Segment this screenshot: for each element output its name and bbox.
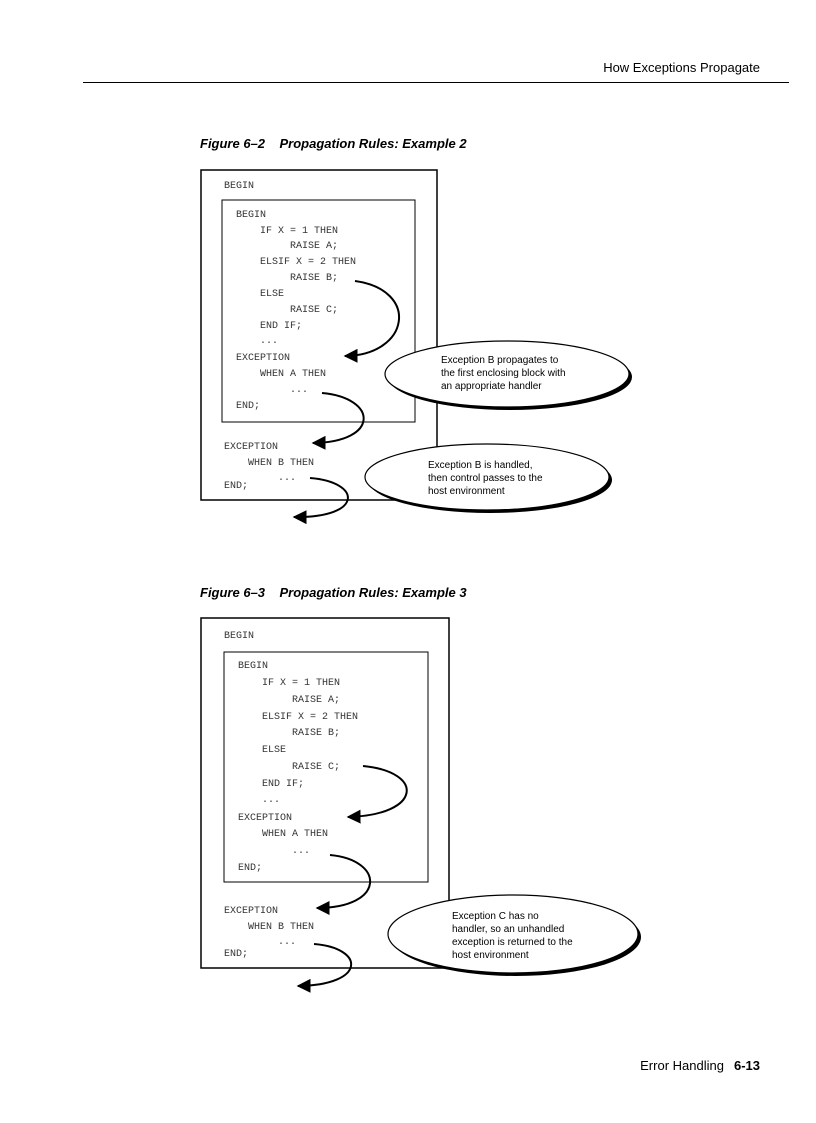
code-line: BEGIN bbox=[238, 661, 269, 672]
code-line: ... bbox=[238, 795, 281, 806]
code-line: EXCEPTION bbox=[238, 813, 293, 824]
code-line: ... bbox=[236, 336, 279, 347]
callout-line: Exception B propagates to bbox=[441, 355, 559, 366]
code-line: RAISE B; bbox=[236, 273, 339, 284]
callout-line: the first enclosing block with bbox=[441, 368, 566, 379]
outer-begin: BEGIN bbox=[224, 631, 255, 642]
code-line: EXCEPTION bbox=[224, 442, 279, 453]
code-line: ... bbox=[236, 385, 309, 396]
callout-line: exception is returned to the bbox=[452, 937, 573, 948]
code-line: RAISE A; bbox=[238, 695, 341, 706]
page-number: 6-13 bbox=[733, 1058, 760, 1073]
callout-line: host environment bbox=[452, 950, 529, 961]
code-line: END; bbox=[224, 481, 249, 492]
code-line: WHEN B THEN bbox=[224, 458, 315, 469]
code-line: IF X = 1 THEN bbox=[236, 226, 339, 237]
code-line: RAISE B; bbox=[238, 728, 341, 739]
code-line: END; bbox=[236, 401, 261, 412]
figure-6-3-title: Figure 6–3 Propagation Rules: Example 3 bbox=[200, 585, 467, 600]
page-footer bbox=[640, 1058, 760, 1073]
code-line: ELSIF X = 2 THEN bbox=[238, 712, 359, 723]
code-line: BEGIN bbox=[236, 210, 267, 221]
code-line: WHEN A THEN bbox=[236, 369, 327, 380]
code-line: ELSE bbox=[238, 745, 287, 756]
footer-section: Error Handling bbox=[640, 1058, 724, 1073]
code-line: IF X = 1 THEN bbox=[238, 678, 341, 689]
callout-line: Exception C has no bbox=[452, 911, 539, 922]
callout-line: an appropriate handler bbox=[441, 381, 542, 392]
code-line: ELSE bbox=[236, 289, 285, 300]
code-line: END; bbox=[238, 863, 263, 874]
callout-line: Exception B is handled, bbox=[428, 460, 533, 471]
code-line: RAISE C; bbox=[238, 762, 341, 773]
code-line: ELSIF X = 2 THEN bbox=[236, 257, 357, 268]
code-line: WHEN B THEN bbox=[224, 922, 315, 933]
running-head: How Exceptions Propagate bbox=[603, 60, 760, 75]
callout-line: then control passes to the bbox=[428, 473, 543, 484]
code-line: RAISE C; bbox=[236, 305, 339, 316]
callout-line: host environment bbox=[428, 486, 505, 497]
code-line: EXCEPTION bbox=[224, 906, 279, 917]
figure-6-2-title: Figure 6–2 Propagation Rules: Example 2 bbox=[200, 136, 467, 151]
code-line: ... bbox=[224, 937, 297, 948]
callout-c-unhandled bbox=[388, 895, 641, 976]
outer-begin: BEGIN bbox=[224, 181, 255, 192]
code-line: WHEN A THEN bbox=[238, 829, 329, 840]
code-line: END IF; bbox=[238, 779, 305, 790]
callout-line: handler, so an unhandled bbox=[452, 924, 565, 935]
code-line: END IF; bbox=[236, 321, 303, 332]
code-line: END; bbox=[224, 949, 249, 960]
code-line: ... bbox=[224, 473, 297, 484]
code-line: EXCEPTION bbox=[236, 353, 291, 364]
code-line: RAISE A; bbox=[236, 241, 339, 252]
code-line: ... bbox=[238, 846, 311, 857]
